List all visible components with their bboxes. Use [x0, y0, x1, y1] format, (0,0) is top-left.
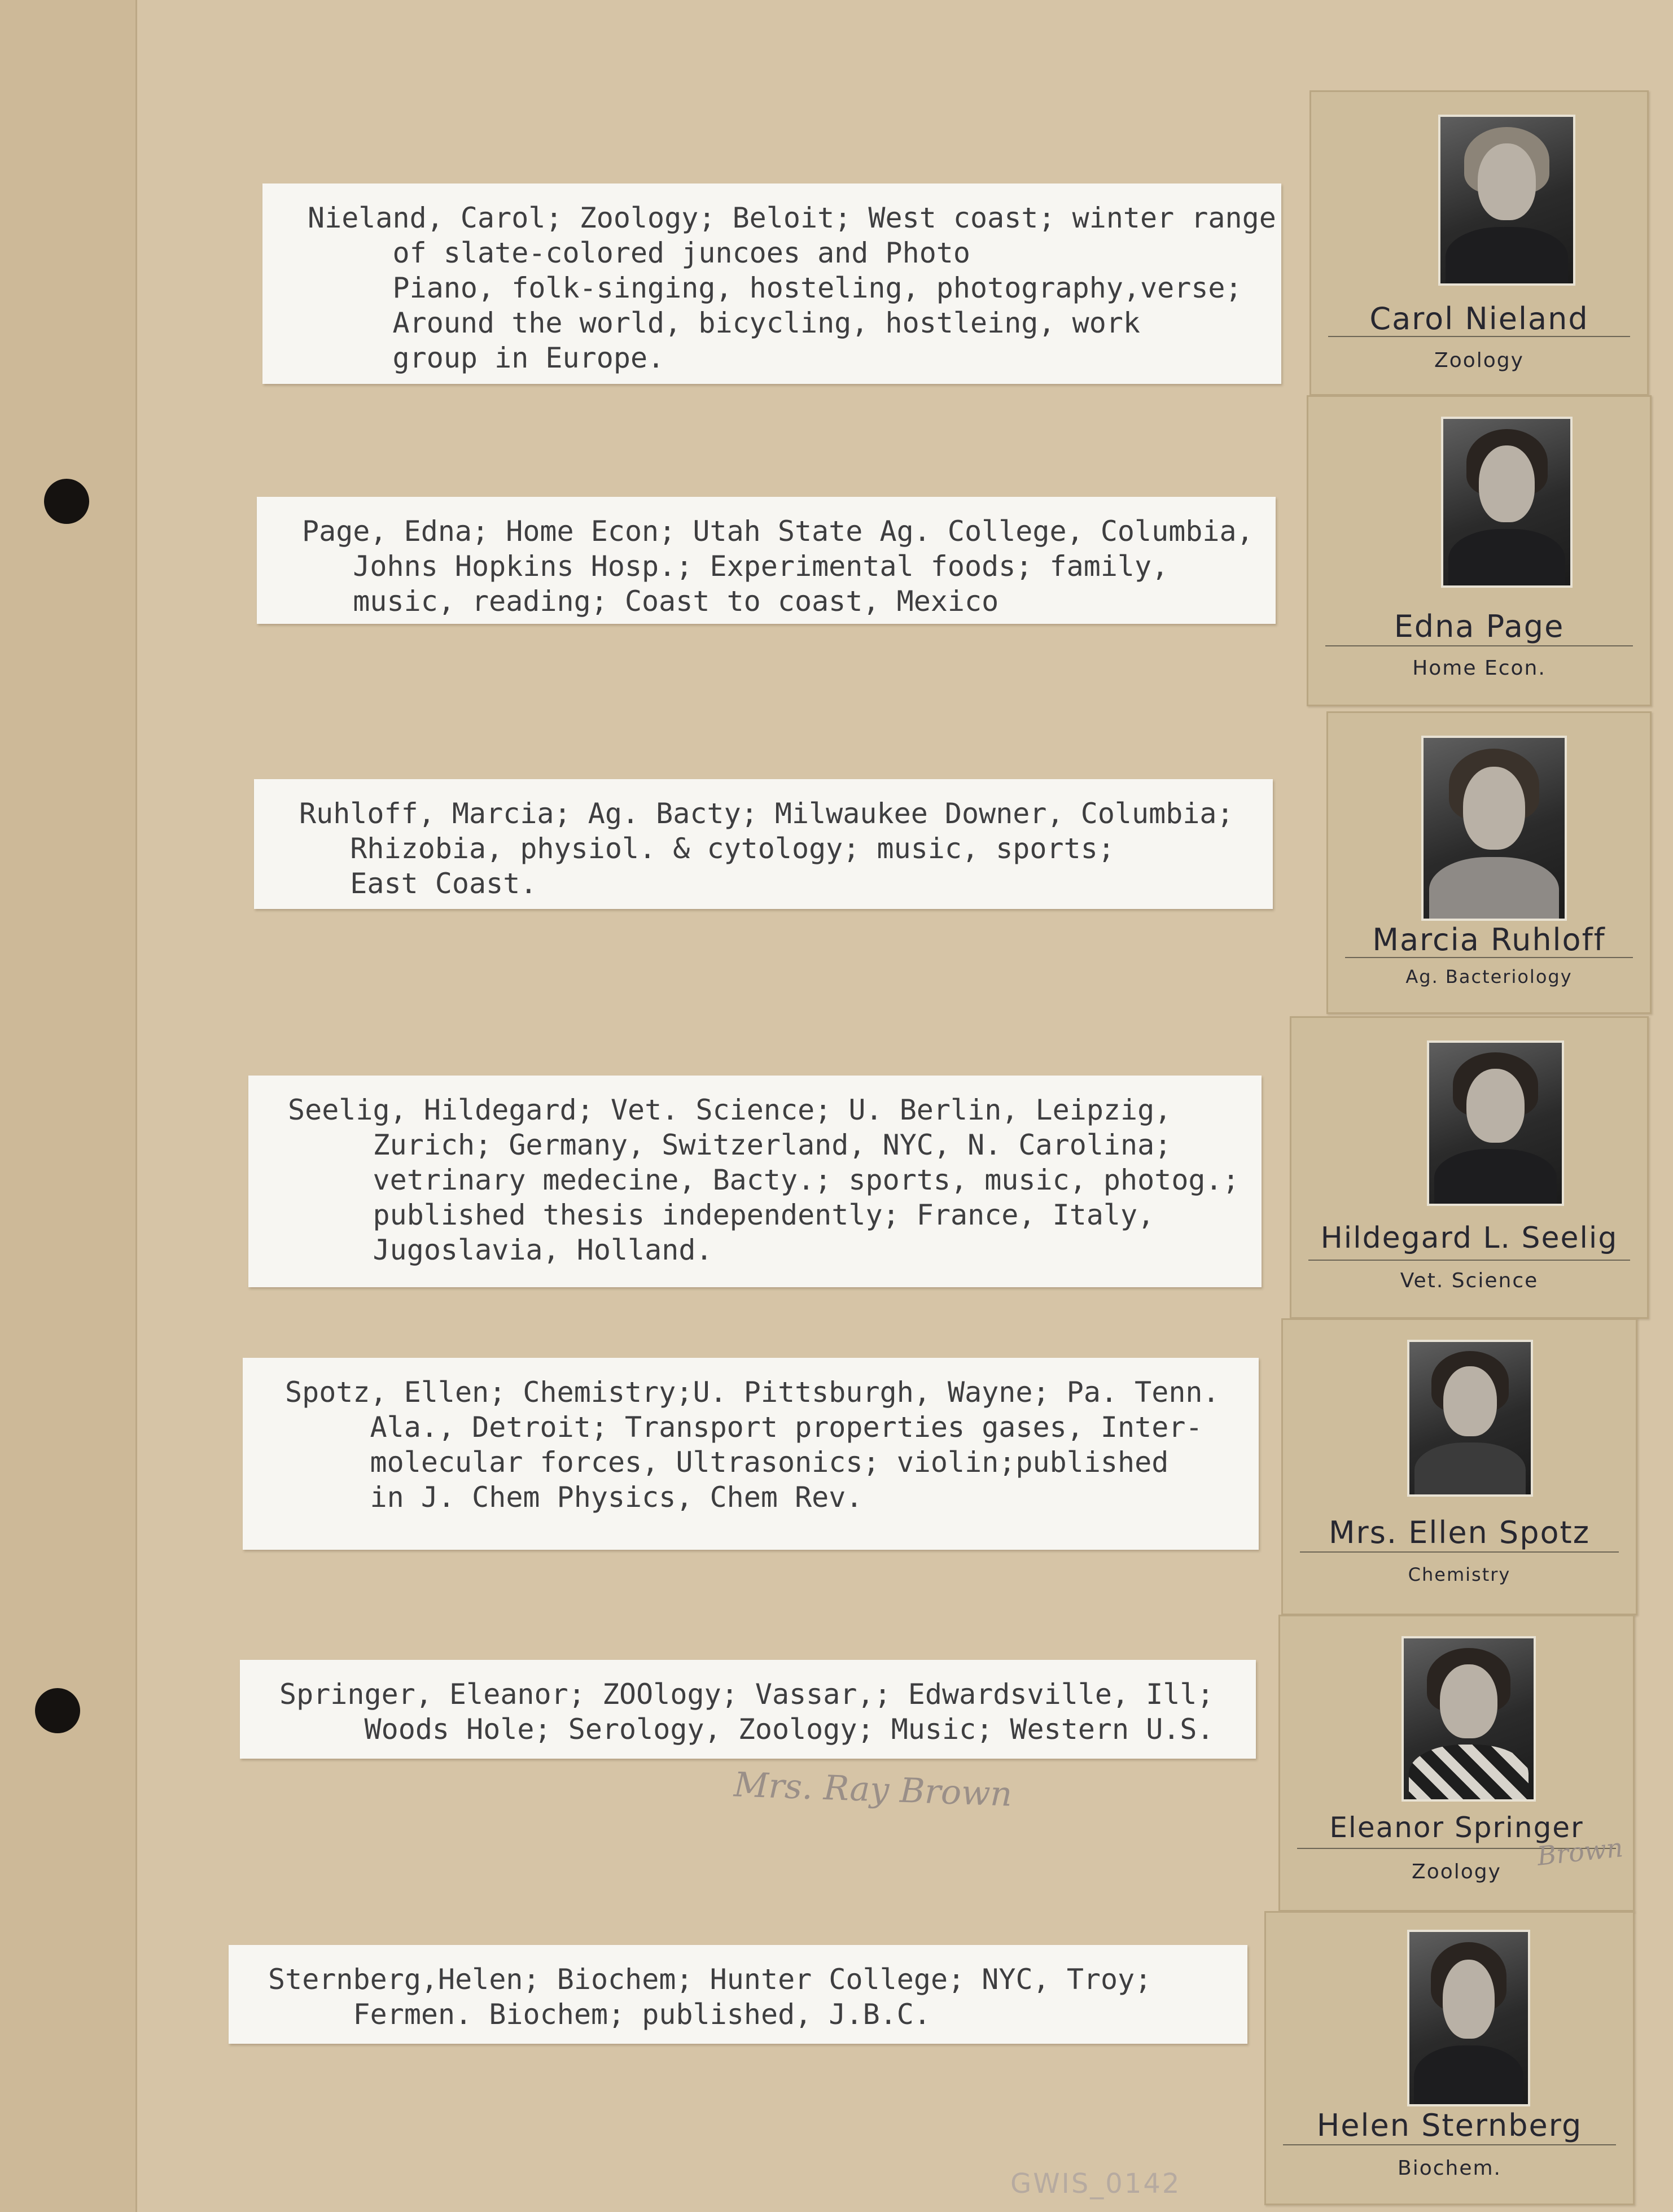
card-department: Biochem. — [1398, 2157, 1501, 2180]
archive-id-stamp: GWIS_0142 — [1010, 2168, 1181, 2200]
entry-line: Fermen. Biochem; published, J.B.C. — [268, 1998, 931, 2031]
card-department: Chemistry — [1408, 1564, 1511, 1585]
portrait-photo — [1407, 1340, 1533, 1497]
card-department: Zoology — [1412, 1860, 1501, 1883]
card-name: Helen Sternberg — [1316, 2108, 1583, 2143]
entry-slip-nieland — [262, 183, 1281, 384]
handwritten-note: Mrs. Ray Brown — [733, 1765, 1013, 1815]
card-name: Mrs. Ellen Spotz — [1328, 1515, 1591, 1550]
card-name: Edna Page — [1394, 609, 1565, 644]
binder-hole-top — [44, 479, 89, 524]
photo-card-page — [1307, 395, 1652, 706]
pencil-annotation: Brown — [1535, 1832, 1624, 1872]
portrait-photo — [1438, 115, 1575, 286]
entry-line: Rhizobia, physiol. & cytology; music, sports; — [299, 832, 1115, 865]
portrait-photo — [1427, 1041, 1564, 1206]
entry-line: published thesis independently; France, Italy, — [288, 1199, 1155, 1231]
entry-line: East Coast. — [299, 867, 537, 900]
entry-line: Page, Edna; Home Econ; Utah State Ag. College, Columbia, — [302, 515, 1254, 548]
entry-line: music, reading; Coast to coast, Mexico — [302, 585, 999, 618]
entry-line: Piano, folk-singing, hosteling, photography,verse; — [308, 272, 1242, 304]
entry-line: group in Europe. — [308, 342, 665, 374]
photo-card-seelig — [1290, 1016, 1649, 1319]
card-department: Home Econ. — [1412, 657, 1546, 680]
entry-line: in J. Chem Physics, Chem Rev. — [285, 1481, 863, 1514]
entry-line: of slate-colored juncoes and Photo — [308, 237, 970, 269]
card-department: Vet. Science — [1400, 1269, 1539, 1292]
photo-card-springer — [1278, 1615, 1635, 1912]
entry-line: Ala., Detroit; Transport properties gases, Inter- — [285, 1411, 1203, 1444]
photo-card-spotz — [1281, 1318, 1637, 1615]
photo-card-ruhloff — [1326, 711, 1652, 1014]
portrait-photo — [1441, 417, 1573, 588]
card-name: Marcia Ruhloff — [1372, 922, 1606, 958]
entry-line: Sternberg,Helen; Biochem; Hunter College; NYC, Troy; — [268, 1963, 1152, 1996]
portrait-photo — [1421, 736, 1567, 921]
portrait-photo — [1402, 1636, 1536, 1802]
entry-line: Around the world, bicycling, hostleing, work — [308, 307, 1141, 339]
entry-line: Seelig, Hildegard; Vet. Science; U. Berlin, Leipzig, — [288, 1094, 1172, 1126]
card-name: Eleanor Springer — [1329, 1811, 1584, 1844]
portrait-photo — [1407, 1930, 1530, 2106]
card-name: Hildegard L. Seelig — [1320, 1221, 1618, 1255]
entry-slip-springer — [240, 1660, 1256, 1759]
entry-line: Woods Hole; Serology, Zoology; Music; Western U.S. — [279, 1713, 1214, 1746]
entry-line: Nieland, Carol; Zoology; Beloit; West coast; winter range — [308, 202, 1276, 234]
entry-line: Zurich; Germany, Switzerland, NYC, N. Carolina; — [288, 1129, 1172, 1161]
entry-line: Jugoslavia, Holland. — [288, 1234, 713, 1266]
binding-edge — [0, 0, 137, 2212]
photo-card-sternberg — [1264, 1911, 1635, 2205]
entry-slip-page — [257, 497, 1276, 624]
entry-slip-spotz — [243, 1358, 1259, 1550]
card-department: Zoology — [1434, 349, 1524, 372]
entry-slip-sternberg — [229, 1945, 1247, 2044]
entry-line: molecular forces, Ultrasonics; violin;published — [285, 1446, 1169, 1479]
entry-slip-ruhloff — [254, 779, 1273, 909]
binder-hole-bottom — [35, 1688, 80, 1733]
entry-line: Spotz, Ellen; Chemistry;U. Pittsburgh, Wayne; Pa. Tenn. — [285, 1376, 1220, 1409]
entry-line: Ruhloff, Marcia; Ag. Bacty; Milwaukee Downer, Columbia; — [299, 797, 1234, 830]
entry-line: Johns Hopkins Hosp.; Experimental foods; family, — [302, 550, 1169, 583]
entry-line: vetrinary medecine, Bacty.; sports, music, photog.; — [288, 1164, 1240, 1196]
entry-slip-seelig — [248, 1076, 1262, 1287]
card-name: Carol Nieland — [1369, 301, 1589, 336]
entry-line: Springer, Eleanor; ZOOlogy; Vassar,; Edwardsville, Ill; — [279, 1678, 1214, 1711]
photo-card-nieland — [1310, 90, 1649, 396]
card-department: Ag. Bacteriology — [1405, 966, 1573, 987]
